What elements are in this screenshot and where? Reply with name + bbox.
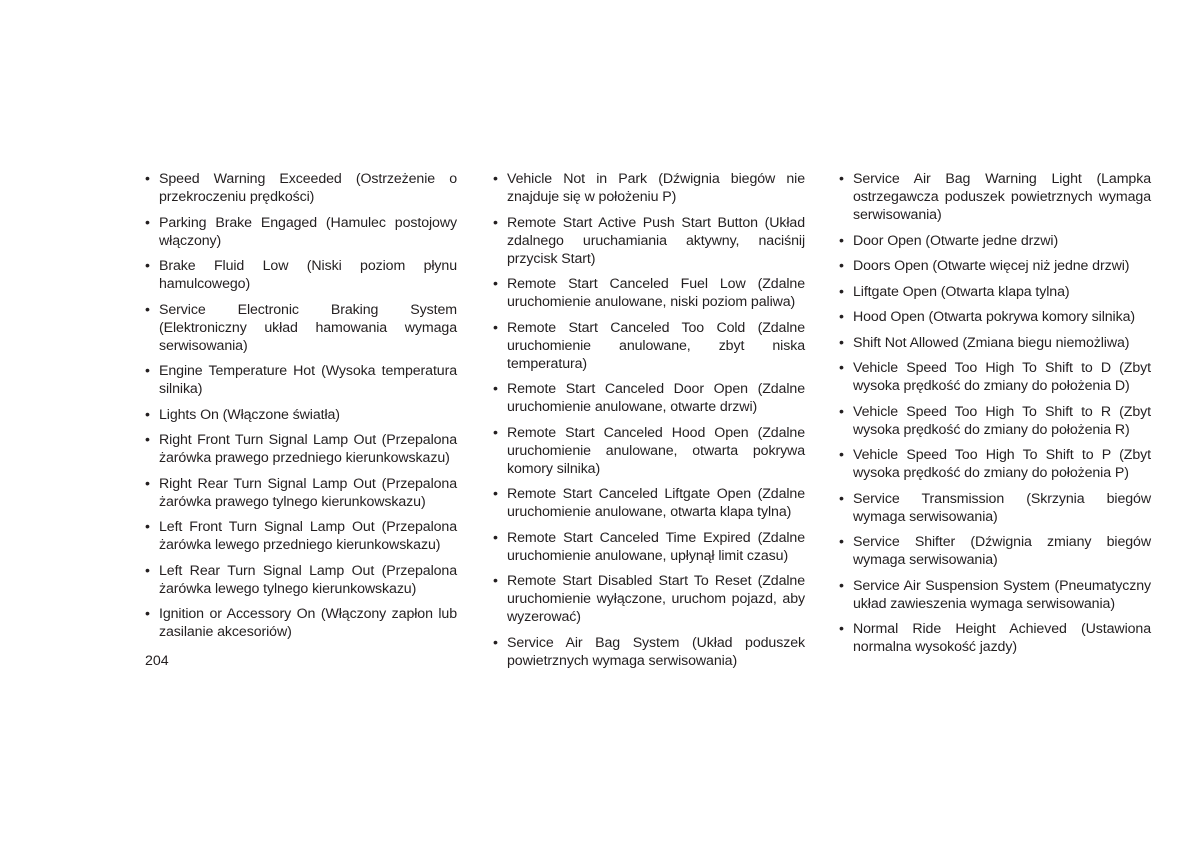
bullet: • bbox=[493, 214, 498, 231]
bullet: • bbox=[145, 363, 150, 379]
list-item bbox=[839, 359, 1151, 395]
list-item bbox=[145, 257, 457, 293]
bullet: • bbox=[839, 403, 844, 420]
list-item-text: Remote Start Canceled Too Cold (Zdalne uruchomienie anulowane, zbyt niska temperatura) bbox=[507, 319, 805, 372]
list-item-text: Remote Start Active Push Start Button (Układ zdalnego uruchamiania aktywny, naciśnij przycisk Start) bbox=[507, 214, 805, 267]
bullet: • bbox=[839, 334, 844, 351]
bullet: • bbox=[839, 360, 844, 376]
list-item bbox=[493, 319, 805, 373]
list-item bbox=[145, 431, 457, 467]
bullet: • bbox=[839, 577, 844, 594]
list-item bbox=[839, 257, 1151, 275]
list-item bbox=[145, 605, 457, 641]
list-item-text: Liftgate Open (Otwarta klapa tylna) bbox=[853, 283, 1070, 300]
list-item bbox=[839, 232, 1151, 250]
bullet: • bbox=[145, 519, 150, 535]
list-item-text: Ignition or Accessory On (Włączony zapłon lub zasilanie akcesoriów) bbox=[159, 606, 457, 640]
list-item bbox=[493, 529, 805, 565]
list-item-text: Remote Start Canceled Fuel Low (Zdalne uruchomienie anulowane, niski poziom paliwa) bbox=[507, 276, 805, 310]
bullet: • bbox=[839, 232, 844, 249]
list-item-text: Remote Start Canceled Time Expired (Zdalne uruchomienie anulowane, upłynął limit czasu) bbox=[507, 529, 805, 564]
bullet: • bbox=[839, 171, 844, 187]
bullet: • bbox=[145, 171, 150, 187]
list-item bbox=[839, 334, 1151, 352]
list-item bbox=[145, 562, 457, 598]
list-item-text: Vehicle Speed Too High To Shift to P (Zbyt wysoka prędkość do zmiany do położenia P) bbox=[853, 447, 1151, 481]
bullet: • bbox=[145, 406, 150, 423]
list-item bbox=[839, 490, 1151, 526]
list-item bbox=[839, 446, 1151, 482]
bullet: • bbox=[493, 529, 498, 546]
bullet: • bbox=[493, 486, 498, 502]
bullet: • bbox=[839, 490, 844, 507]
list-item bbox=[145, 475, 457, 511]
list-item-text: Left Rear Turn Signal Lamp Out (Przepalona żarówka lewego tylnego kierunkowskazu) bbox=[159, 562, 457, 597]
list-item-text: Hood Open (Otwarta pokrywa komory silnika) bbox=[853, 309, 1136, 325]
bullet: • bbox=[493, 171, 498, 187]
list-item-text: Parking Brake Engaged (Hamulec postojowy włączony) bbox=[159, 214, 457, 249]
bullet: • bbox=[493, 276, 498, 292]
message-list-column-2 bbox=[493, 170, 805, 677]
bullet: • bbox=[839, 447, 844, 463]
list-item-text: Service Air Bag System (Układ poduszek powietrznych wymaga serwisowania) bbox=[507, 634, 805, 669]
list-item-text: Vehicle Speed Too High To Shift to D (Zbyt wysoka prędkość do zmiany do położenia D) bbox=[853, 360, 1151, 394]
list-item-text: Service Air Suspension System (Pneumatyczny układ zawieszenia wymaga serwisowania) bbox=[853, 577, 1151, 612]
list-item bbox=[839, 403, 1151, 439]
list-item-text: Right Front Turn Signal Lamp Out (Przepalona żarówka prawego przedniego kierunkowskazu) bbox=[159, 432, 457, 466]
list-item bbox=[839, 283, 1151, 301]
bullet: • bbox=[145, 562, 150, 579]
list-item bbox=[839, 308, 1151, 326]
bullet: • bbox=[839, 283, 844, 300]
list-item-text: Shift Not Allowed (Zmiana biegu niemożliwa) bbox=[853, 334, 1130, 351]
list-item bbox=[493, 572, 805, 626]
bullet: • bbox=[145, 475, 150, 492]
list-item-text: Normal Ride Height Achieved (Ustawiona normalna wysokość jazdy) bbox=[853, 621, 1151, 655]
bullet: • bbox=[493, 381, 498, 397]
list-item-text: Lights On (Włączone światła) bbox=[159, 406, 340, 423]
list-item bbox=[145, 214, 457, 250]
list-item-text: Remote Start Canceled Liftgate Open (Zdalne uruchomienie anulowane, otwarta klapa tylna) bbox=[507, 486, 805, 520]
list-item bbox=[839, 170, 1151, 224]
list-item bbox=[839, 577, 1151, 613]
list-item bbox=[145, 301, 457, 355]
list-item-text: Right Rear Turn Signal Lamp Out (Przepalona żarówka prawego tylnego kierunkowskazu) bbox=[159, 475, 457, 510]
bullet: • bbox=[493, 634, 498, 651]
list-item-text: Remote Start Canceled Door Open (Zdalne uruchomienie anulowane, otwarte drzwi) bbox=[507, 381, 805, 415]
list-item bbox=[145, 362, 457, 398]
list-item-text: Brake Fluid Low (Niski poziom płynu hamulcowego) bbox=[159, 258, 457, 292]
list-item bbox=[493, 170, 805, 206]
list-item-text: Vehicle Speed Too High To Shift to R (Zbyt wysoka prędkość do zmiany do położenia R) bbox=[853, 403, 1151, 438]
list-item bbox=[493, 485, 805, 521]
list-item bbox=[145, 170, 457, 206]
message-list-column-1 bbox=[145, 170, 457, 649]
list-item bbox=[145, 518, 457, 554]
list-item-text: Speed Warning Exceeded (Ostrzeżenie o przekroczeniu prędkości) bbox=[159, 171, 457, 205]
bullet: • bbox=[839, 621, 844, 637]
list-item bbox=[493, 214, 805, 268]
bullet: • bbox=[145, 432, 150, 448]
list-item bbox=[493, 380, 805, 416]
list-item-text: Service Transmission (Skrzynia biegów wymaga serwisowania) bbox=[853, 490, 1151, 525]
list-item bbox=[839, 533, 1151, 569]
list-item-text: Remote Start Canceled Hood Open (Zdalne uruchomienie anulowane, otwarta pokrywa komory silnika) bbox=[507, 424, 805, 477]
bullet: • bbox=[493, 319, 498, 336]
list-item-text: Doors Open (Otwarte więcej niż jedne drzwi) bbox=[853, 258, 1130, 274]
list-item-text: Service Air Bag Warning Light (Lampka ostrzegawcza poduszek powietrznych wymaga serwisowania) bbox=[853, 171, 1151, 223]
bullet: • bbox=[493, 424, 498, 441]
message-list-column-3 bbox=[839, 170, 1151, 664]
list-item-text: Service Shifter (Dźwignia zmiany biegów wymaga serwisowania) bbox=[853, 534, 1151, 568]
list-item bbox=[839, 620, 1151, 656]
bullet: • bbox=[145, 606, 150, 622]
list-item-text: Remote Start Disabled Start To Reset (Zdalne uruchomienie wyłączone, uruchom pojazd, aby wyzerować) bbox=[507, 573, 805, 625]
list-item-text: Service Electronic Braking System (Elektroniczny układ hamowania wymaga serwisowania) bbox=[159, 301, 457, 354]
list-item bbox=[493, 634, 805, 670]
list-item bbox=[145, 406, 457, 424]
bullet: • bbox=[839, 258, 844, 274]
page-number: 204 bbox=[145, 653, 169, 669]
list-item-text: Left Front Turn Signal Lamp Out (Przepalona żarówka lewego przedniego kierunkowskazu) bbox=[159, 519, 457, 553]
bullet: • bbox=[839, 309, 844, 325]
list-item-text: Vehicle Not in Park (Dźwignia biegów nie znajduje się w położeniu P) bbox=[507, 171, 805, 205]
bullet: • bbox=[145, 214, 150, 231]
bullet: • bbox=[493, 573, 498, 589]
list-item-text: Engine Temperature Hot (Wysoka temperatura silnika) bbox=[159, 363, 457, 397]
bullet: • bbox=[839, 534, 844, 550]
bullet: • bbox=[145, 301, 150, 318]
list-item bbox=[493, 424, 805, 478]
list-item bbox=[493, 275, 805, 311]
bullet: • bbox=[145, 258, 150, 274]
list-item-text: Door Open (Otwarte jedne drzwi) bbox=[853, 232, 1059, 249]
